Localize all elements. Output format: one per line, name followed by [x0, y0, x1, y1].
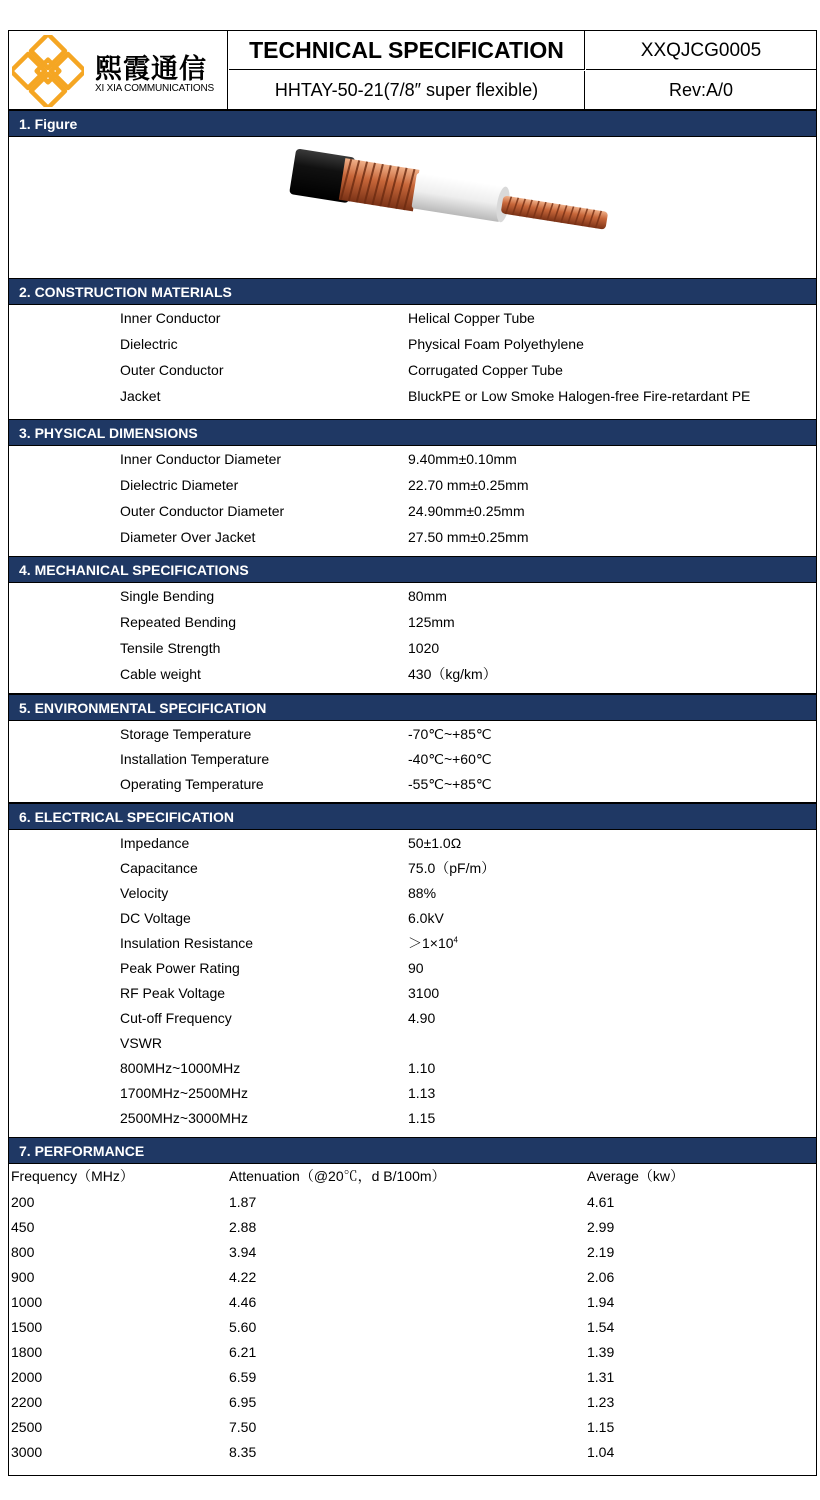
spec-value-text: -70℃~+85℃	[408, 726, 492, 742]
spec-value	[408, 906, 444, 931]
spec-label: Velocity	[120, 885, 169, 901]
spec-value	[408, 772, 492, 797]
frequency-cell: 800	[11, 1244, 35, 1260]
average-power-cell: 1.39	[587, 1344, 615, 1360]
spec-row	[9, 499, 816, 524]
spec-value	[408, 525, 529, 550]
section-electrical-title: 6. ELECTRICAL SPECIFICATION	[9, 803, 816, 830]
spec-value-text: 24.90mm±0.25mm	[408, 503, 525, 519]
spec-label: Installation Temperature	[120, 751, 270, 767]
logo-knot-icon	[12, 35, 84, 107]
spec-label: Outer Conductor Diameter	[120, 503, 285, 519]
attenuation-cell: 3.94	[229, 1244, 257, 1260]
spec-value-text: 80mm	[408, 588, 447, 604]
spec-row	[9, 722, 816, 747]
spec-label: Insulation Resistance	[120, 935, 254, 951]
spec-label: Repeated Bending	[120, 614, 236, 630]
average-power-cell: 1.54	[587, 1319, 615, 1335]
spec-row	[9, 306, 816, 331]
frequency-cell: 450	[11, 1219, 35, 1235]
average-power-cell: 2.19	[587, 1244, 615, 1260]
spec-value-text: 125mm	[408, 614, 455, 630]
table-row	[9, 1215, 816, 1240]
spec-value-text: 1.10	[408, 1060, 436, 1076]
spec-value-text: -55℃~+85℃	[408, 776, 492, 792]
spec-value	[408, 981, 439, 1006]
spec-value	[408, 384, 750, 409]
frequency-cell: 1000	[11, 1294, 43, 1310]
environmental-specification-table	[9, 721, 816, 803]
spec-row	[9, 1006, 816, 1031]
spec-value	[408, 881, 436, 906]
spec-sheet	[8, 30, 817, 1476]
average-power-cell: 1.15	[587, 1419, 615, 1435]
spec-value-text: 50±1.0Ω	[408, 835, 462, 851]
document-header	[9, 31, 816, 110]
mechanical-specifications-table	[9, 583, 816, 694]
spec-row	[9, 747, 816, 772]
company-logo	[9, 31, 228, 109]
spec-value	[408, 662, 497, 687]
spec-value-text: 75.0（pF/m）	[408, 860, 496, 876]
spec-row	[9, 584, 816, 609]
spec-value-text: Physical Foam Polyethylene	[408, 336, 584, 352]
spec-label: Diameter Over Jacket	[120, 529, 256, 545]
spec-row	[9, 332, 816, 357]
cable-model: HHTAY-50-21(7/8″ super flexible)	[229, 71, 585, 109]
col-frequency-header: Frequency（MHz）	[11, 1168, 134, 1184]
attenuation-cell: 6.59	[229, 1369, 257, 1385]
section-mechanical-title: 4. MECHANICAL SPECIFICATIONS	[9, 556, 816, 583]
spec-value	[408, 722, 492, 747]
frequency-cell: 1800	[11, 1344, 43, 1360]
spec-row	[9, 1106, 816, 1131]
spec-value-text: Corrugated Copper Tube	[408, 362, 563, 378]
spec-label: Storage Temperature	[120, 726, 252, 742]
spec-value	[408, 1106, 435, 1131]
spec-label: 2500MHz~3000MHz	[120, 1110, 249, 1126]
spec-value	[408, 610, 455, 635]
attenuation-cell: 7.50	[229, 1419, 257, 1435]
spec-value-text: 430（kg/km）	[408, 666, 497, 682]
spec-label: Dielectric	[120, 336, 178, 352]
revision: Rev:A/0	[668, 80, 734, 100]
spec-value	[408, 306, 535, 331]
table-row	[9, 1340, 816, 1365]
spec-value-text: BluckPE or Low Smoke Halogen-free Fire-retardant PE	[408, 388, 751, 404]
spec-row	[9, 358, 816, 383]
spec-value	[408, 447, 517, 472]
spec-value-text: 9.40mm±0.10mm	[408, 451, 517, 467]
average-power-cell: 2.06	[587, 1269, 615, 1285]
spec-value	[408, 956, 424, 981]
section-figure-title: 1. Figure	[9, 110, 816, 137]
spec-label: Capacitance	[120, 860, 198, 876]
spec-value	[408, 332, 584, 357]
spec-value-text: Helical Copper Tube	[408, 310, 535, 326]
spec-row	[9, 525, 816, 550]
spec-value	[408, 358, 563, 383]
spec-row	[9, 856, 816, 881]
company-name-cn: 熙霞通信	[95, 54, 207, 85]
spec-row	[9, 906, 816, 931]
average-power-cell: 1.94	[587, 1294, 615, 1310]
average-power-cell: 2.99	[587, 1219, 615, 1235]
frequency-cell: 2500	[11, 1419, 43, 1435]
spec-value-text: 88%	[408, 885, 437, 901]
spec-label: Peak Power Rating	[120, 960, 240, 976]
spec-label: Outer Conductor	[120, 362, 224, 378]
spec-label: Impedance	[120, 835, 190, 851]
attenuation-cell: 6.21	[229, 1344, 257, 1360]
spec-row	[9, 384, 816, 409]
spec-value	[408, 636, 439, 661]
table-row	[9, 1365, 816, 1390]
spec-label: Dielectric Diameter	[120, 477, 239, 493]
spec-row	[9, 473, 816, 498]
spec-label: DC Voltage	[120, 910, 191, 926]
frequency-cell: 3000	[11, 1444, 43, 1460]
spec-value	[408, 499, 525, 524]
construction-materials-table	[9, 305, 816, 420]
spec-value-text: 1020	[408, 640, 440, 656]
table-row	[9, 1190, 816, 1215]
table-row	[9, 1415, 816, 1440]
performance-table	[9, 1164, 816, 1475]
table-row	[9, 1240, 816, 1265]
spec-row	[9, 931, 816, 956]
spec-label: 1700MHz~2500MHz	[120, 1085, 249, 1101]
section-environmental-title: 5. ENVIRONMENTAL SPECIFICATION	[9, 694, 816, 721]
table-row	[9, 1315, 816, 1340]
company-name-en: XI XIA COMMUNICATIONS	[95, 83, 214, 94]
spec-label: Inner Conductor	[120, 310, 221, 326]
document-code: XXQJCG0005	[586, 31, 816, 70]
attenuation-cell: 4.22	[229, 1269, 257, 1285]
spec-row	[9, 1081, 816, 1106]
spec-value-text: -40℃~+60℃	[408, 751, 492, 767]
attenuation-cell: 6.95	[229, 1394, 257, 1410]
spec-value	[408, 1006, 435, 1031]
average-power-cell: 1.31	[587, 1369, 615, 1385]
table-row	[9, 1390, 816, 1415]
spec-row	[9, 981, 816, 1006]
coaxial-cable-image	[9, 137, 816, 277]
attenuation-cell: 5.60	[229, 1319, 257, 1335]
spec-row	[9, 831, 816, 856]
spec-label: 800MHz~1000MHz	[120, 1060, 241, 1076]
spec-label: Cut-off Frequency	[120, 1010, 232, 1026]
section-construction-title: 2. CONSTRUCTION MATERIALS	[9, 278, 816, 305]
average-power-cell: 1.04	[587, 1444, 615, 1460]
table-row	[9, 1265, 816, 1290]
spec-label: Tensile Strength	[120, 640, 221, 656]
col-attenuation-header: Attenuation（@20℃，d B/100m）	[229, 1168, 446, 1184]
spec-row	[9, 1056, 816, 1081]
spec-value-text: ＞1×10	[408, 935, 454, 951]
spec-label: VSWR	[120, 1035, 162, 1051]
frequency-cell: 200	[11, 1194, 35, 1210]
spec-value	[408, 1056, 435, 1081]
spec-label: RF Peak Voltage	[120, 985, 226, 1001]
section-physical-title: 3. PHYSICAL DIMENSIONS	[9, 419, 816, 446]
table-row	[9, 1440, 816, 1465]
spec-value	[408, 931, 458, 956]
attenuation-cell: 1.87	[229, 1194, 257, 1210]
col-average-header: Average（kw）	[587, 1168, 685, 1184]
attenuation-cell: 4.46	[229, 1294, 257, 1310]
attenuation-cell: 8.35	[229, 1444, 257, 1460]
table-row	[9, 1290, 816, 1315]
spec-row	[9, 881, 816, 906]
spec-label: Operating Temperature	[120, 776, 264, 792]
document-title: TECHNICAL SPECIFICATION	[229, 31, 585, 70]
spec-value	[408, 747, 492, 772]
spec-value	[408, 584, 447, 609]
spec-value	[408, 856, 495, 881]
spec-row	[9, 956, 816, 981]
spec-row	[9, 636, 816, 661]
spec-label: Jacket	[120, 388, 161, 404]
cable-figure	[9, 137, 816, 277]
spec-value-text: 3100	[408, 985, 440, 1001]
frequency-cell: 2000	[11, 1369, 43, 1385]
physical-dimensions-table	[9, 446, 816, 557]
spec-value-text: 6.0kV	[408, 910, 444, 926]
spec-value-text: 22.70 mm±0.25mm	[408, 477, 529, 493]
spec-value-text: 90	[408, 960, 424, 976]
spec-value-text: 27.50 mm±0.25mm	[408, 529, 529, 545]
frequency-cell: 900	[11, 1269, 35, 1285]
spec-row	[9, 447, 816, 472]
spec-row	[9, 1031, 816, 1056]
spec-label: Inner Conductor Diameter	[120, 451, 282, 467]
spec-value-text: 4.90	[408, 1010, 436, 1026]
spec-label: Single Bending	[120, 588, 215, 604]
spec-value	[408, 831, 461, 856]
section-performance-title: 7. PERFORMANCE	[9, 1137, 816, 1164]
performance-header-row	[9, 1164, 816, 1189]
average-power-cell: 4.61	[587, 1194, 615, 1210]
spec-value-text: 1.15	[408, 1110, 436, 1126]
attenuation-cell: 2.88	[229, 1219, 257, 1235]
spec-row	[9, 610, 816, 635]
spec-value-text: 1.13	[408, 1085, 436, 1101]
frequency-cell: 1500	[11, 1319, 43, 1335]
average-power-cell: 1.23	[587, 1394, 615, 1410]
spec-value-exponent: 4	[453, 935, 458, 945]
spec-value	[408, 1081, 435, 1106]
spec-value	[408, 473, 529, 498]
spec-row	[9, 772, 816, 797]
spec-label: Cable weight	[120, 666, 201, 682]
electrical-specification-table	[9, 830, 816, 1138]
spec-row	[9, 662, 816, 687]
frequency-cell: 2200	[11, 1394, 43, 1410]
